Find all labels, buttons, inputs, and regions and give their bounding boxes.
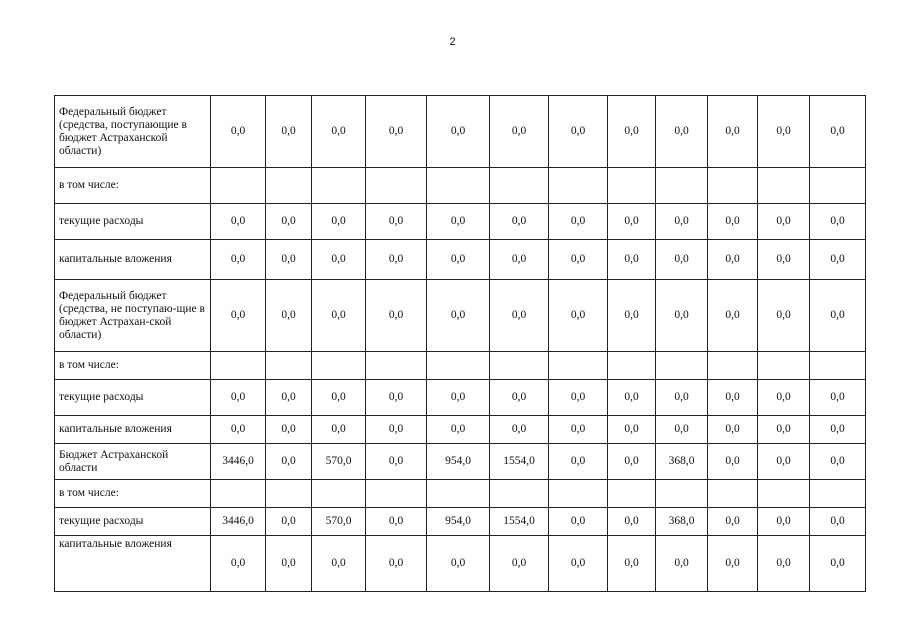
value-cell: 0,0 — [266, 444, 312, 480]
value-cell: 0,0 — [608, 96, 656, 168]
page-number: 2 — [449, 36, 456, 48]
table-row — [55, 480, 866, 508]
value-cell: 0,0 — [549, 240, 608, 280]
value-cell — [427, 352, 490, 380]
table-row — [55, 352, 866, 380]
value-cell: 0,0 — [810, 536, 866, 592]
value-cell: 0,0 — [366, 416, 427, 444]
table-row — [55, 168, 866, 204]
budget-table — [54, 95, 866, 592]
value-cell: 0,0 — [708, 204, 758, 240]
row-label: в том числе: — [55, 168, 211, 204]
value-cell: 0,0 — [366, 380, 427, 416]
value-cell — [211, 168, 266, 204]
value-cell: 0,0 — [366, 508, 427, 536]
value-cell — [608, 480, 656, 508]
value-cell: 0,0 — [810, 280, 866, 352]
value-cell: 0,0 — [266, 508, 312, 536]
value-cell: 0,0 — [810, 96, 866, 168]
value-cell — [366, 168, 427, 204]
value-cell: 0,0 — [708, 536, 758, 592]
value-cell — [758, 352, 810, 380]
value-cell: 0,0 — [656, 96, 708, 168]
row-label: капитальные вложения — [55, 536, 211, 592]
value-cell — [656, 168, 708, 204]
value-cell: 368,0 — [656, 508, 708, 536]
table-row — [55, 240, 866, 280]
value-cell: 954,0 — [427, 444, 490, 480]
value-cell: 0,0 — [608, 280, 656, 352]
value-cell: 0,0 — [211, 536, 266, 592]
value-cell: 0,0 — [490, 416, 549, 444]
value-cell: 0,0 — [312, 204, 366, 240]
value-cell: 0,0 — [608, 508, 656, 536]
value-cell: 1554,0 — [490, 444, 549, 480]
value-cell: 0,0 — [656, 380, 708, 416]
value-cell — [312, 352, 366, 380]
value-cell — [211, 480, 266, 508]
row-label: капитальные вложения — [55, 240, 211, 280]
value-cell: 0,0 — [549, 96, 608, 168]
value-cell: 0,0 — [312, 416, 366, 444]
value-cell: 0,0 — [708, 444, 758, 480]
value-cell: 0,0 — [266, 280, 312, 352]
value-cell — [312, 168, 366, 204]
value-cell: 0,0 — [366, 204, 427, 240]
value-cell: 0,0 — [608, 536, 656, 592]
value-cell: 0,0 — [490, 240, 549, 280]
row-label: текущие расходы — [55, 204, 211, 240]
value-cell: 1554,0 — [490, 508, 549, 536]
row-label: Федеральный бюджет (средства, поступающие в бюджет Астраханской области) — [55, 96, 211, 168]
value-cell: 0,0 — [312, 96, 366, 168]
value-cell: 0,0 — [656, 240, 708, 280]
value-cell: 0,0 — [608, 444, 656, 480]
value-cell — [656, 480, 708, 508]
value-cell: 0,0 — [549, 416, 608, 444]
value-cell: 0,0 — [211, 204, 266, 240]
value-cell: 0,0 — [708, 508, 758, 536]
value-cell: 0,0 — [549, 380, 608, 416]
value-cell — [810, 168, 866, 204]
value-cell — [490, 168, 549, 204]
table-row — [55, 380, 866, 416]
value-cell: 0,0 — [266, 96, 312, 168]
value-cell — [708, 168, 758, 204]
value-cell: 0,0 — [427, 280, 490, 352]
value-cell: 0,0 — [312, 240, 366, 280]
value-cell: 0,0 — [810, 508, 866, 536]
row-label: в том числе: — [55, 352, 211, 380]
table-row — [55, 508, 866, 536]
value-cell: 0,0 — [758, 508, 810, 536]
value-cell — [608, 168, 656, 204]
row-label: текущие расходы — [55, 508, 211, 536]
value-cell: 0,0 — [490, 536, 549, 592]
value-cell: 0,0 — [758, 240, 810, 280]
value-cell: 0,0 — [427, 536, 490, 592]
table-row — [55, 96, 866, 168]
value-cell: 0,0 — [366, 444, 427, 480]
value-cell — [810, 352, 866, 380]
row-label: Федеральный бюджет (средства, не поступаю-щие в бюджет Астрахан-ской области) — [55, 280, 211, 352]
table-row — [55, 536, 866, 592]
value-cell: 0,0 — [810, 380, 866, 416]
value-cell: 0,0 — [366, 280, 427, 352]
value-cell: 0,0 — [312, 536, 366, 592]
value-cell — [490, 352, 549, 380]
value-cell: 954,0 — [427, 508, 490, 536]
value-cell: 0,0 — [810, 240, 866, 280]
value-cell: 0,0 — [490, 280, 549, 352]
value-cell: 570,0 — [312, 508, 366, 536]
value-cell: 3446,0 — [211, 508, 266, 536]
value-cell: 0,0 — [211, 96, 266, 168]
value-cell — [708, 480, 758, 508]
table-row — [55, 416, 866, 444]
value-cell — [366, 480, 427, 508]
value-cell: 0,0 — [656, 280, 708, 352]
value-cell: 0,0 — [211, 280, 266, 352]
value-cell: 368,0 — [656, 444, 708, 480]
value-cell: 0,0 — [427, 204, 490, 240]
value-cell: 0,0 — [758, 536, 810, 592]
value-cell — [312, 480, 366, 508]
value-cell: 0,0 — [758, 380, 810, 416]
value-cell: 0,0 — [266, 240, 312, 280]
value-cell: 0,0 — [312, 280, 366, 352]
value-cell: 0,0 — [549, 204, 608, 240]
value-cell — [758, 480, 810, 508]
table-row — [55, 280, 866, 352]
value-cell: 570,0 — [312, 444, 366, 480]
value-cell: 0,0 — [608, 240, 656, 280]
value-cell: 0,0 — [758, 444, 810, 480]
value-cell: 0,0 — [708, 96, 758, 168]
value-cell — [549, 352, 608, 380]
value-cell: 0,0 — [211, 240, 266, 280]
value-cell: 0,0 — [758, 204, 810, 240]
value-cell: 0,0 — [427, 416, 490, 444]
value-cell: 0,0 — [810, 204, 866, 240]
value-cell — [656, 352, 708, 380]
value-cell — [549, 168, 608, 204]
value-cell: 0,0 — [708, 380, 758, 416]
value-cell: 0,0 — [266, 204, 312, 240]
value-cell: 0,0 — [758, 416, 810, 444]
row-label: Бюджет Астраханской области — [55, 444, 211, 480]
value-cell — [266, 352, 312, 380]
row-label: капитальные вложения — [55, 416, 211, 444]
value-cell — [211, 352, 266, 380]
value-cell: 0,0 — [656, 204, 708, 240]
value-cell — [427, 168, 490, 204]
value-cell: 0,0 — [490, 204, 549, 240]
value-cell — [427, 480, 490, 508]
value-cell: 0,0 — [758, 280, 810, 352]
value-cell: 0,0 — [490, 380, 549, 416]
value-cell: 0,0 — [656, 536, 708, 592]
table-row — [55, 204, 866, 240]
row-label: в том числе: — [55, 480, 211, 508]
value-cell: 0,0 — [708, 240, 758, 280]
value-cell: 0,0 — [549, 444, 608, 480]
value-cell — [758, 168, 810, 204]
table-row — [55, 444, 866, 480]
value-cell: 0,0 — [608, 380, 656, 416]
value-cell: 0,0 — [549, 280, 608, 352]
value-cell: 0,0 — [266, 380, 312, 416]
value-cell: 0,0 — [810, 416, 866, 444]
value-cell: 0,0 — [549, 508, 608, 536]
value-cell: 0,0 — [708, 280, 758, 352]
value-cell: 0,0 — [427, 240, 490, 280]
value-cell: 0,0 — [656, 416, 708, 444]
value-cell: 0,0 — [266, 416, 312, 444]
value-cell — [810, 480, 866, 508]
value-cell — [549, 480, 608, 508]
value-cell: 3446,0 — [211, 444, 266, 480]
value-cell — [708, 352, 758, 380]
value-cell: 0,0 — [608, 416, 656, 444]
value-cell: 0,0 — [427, 96, 490, 168]
value-cell: 0,0 — [211, 380, 266, 416]
row-label: текущие расходы — [55, 380, 211, 416]
value-cell: 0,0 — [312, 380, 366, 416]
value-cell: 0,0 — [366, 240, 427, 280]
value-cell — [608, 352, 656, 380]
value-cell — [266, 168, 312, 204]
value-cell: 0,0 — [211, 416, 266, 444]
value-cell: 0,0 — [366, 536, 427, 592]
value-cell — [266, 480, 312, 508]
value-cell — [366, 352, 427, 380]
value-cell — [490, 480, 549, 508]
value-cell: 0,0 — [608, 204, 656, 240]
value-cell: 0,0 — [810, 444, 866, 480]
value-cell: 0,0 — [427, 380, 490, 416]
value-cell: 0,0 — [549, 536, 608, 592]
value-cell: 0,0 — [708, 416, 758, 444]
value-cell: 0,0 — [490, 96, 549, 168]
value-cell: 0,0 — [266, 536, 312, 592]
value-cell: 0,0 — [366, 96, 427, 168]
value-cell: 0,0 — [758, 96, 810, 168]
